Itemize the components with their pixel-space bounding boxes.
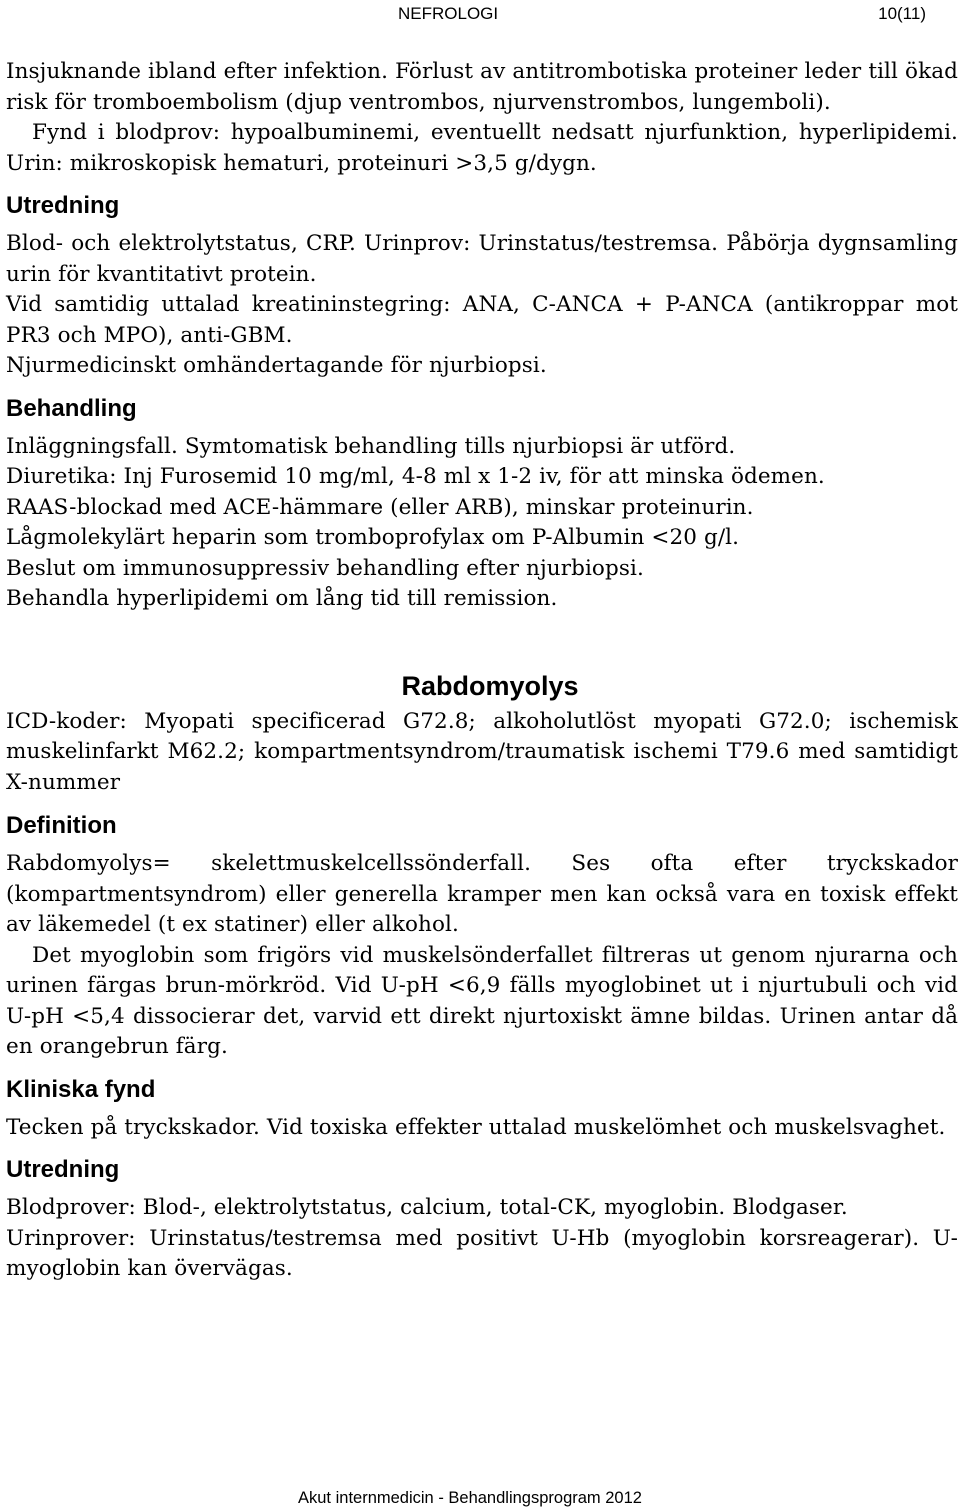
page-footer: Akut internmedicin - Behandlingsprogram 2012 (298, 1489, 642, 1507)
document-body (6, 57, 958, 1285)
paragraph: Njurmedicinskt omhändertagande för njurbiopsi. (6, 353, 547, 378)
paragraph: Tecken på tryckskador. Vid toxiska effekter uttalad muskelömhet och muskelsvaghet. (6, 1114, 946, 1140)
section-heading: Utredning (6, 192, 120, 219)
section-heading: Definition (6, 812, 117, 839)
paragraph: Lågmolekylärt heparin som tromboprofylax om P-Albumin <20 g/l. (6, 525, 740, 550)
paragraph: Fynd i blodprov: hypoalbuminemi, eventuellt nedsatt njurfunktion, hyperlipidemi. Urin: mikroskopisk hematuri, proteinuri >3,5 g/dygn. (6, 120, 958, 176)
paragraph: Diuretika: Inj Furosemid 10 mg/ml, 4-8 ml x 1-2 iv, för att minska ödemen. (6, 464, 825, 489)
paragraph: Beslut om immunosuppressiv behandling efter njurbiopsi. (6, 555, 644, 581)
header-page-number: 10(11) (878, 4, 926, 23)
paragraph: ICD-koder: Myopati specificerad G72.8; alkoholutlöst myopati G72.0; ischemisk muskelinfarkt M62.2; kompartmentsyndrom/traumatisk ischemi T79.6 med samtidigt X-nummer (6, 708, 958, 795)
paragraph: Vid samtidig uttalad kreatininstegring: ANA, C-ANCA + P-ANCA (antikroppar mot PR3 och MPO), anti-GBM. (6, 292, 958, 348)
paragraph: RAAS-blockad med ACE-hämmare (eller ARB), minskar proteinurin. (6, 494, 754, 520)
paragraph: Inläggningsfall. Symtomatisk behandling tills njurbiopsi är utförd. (6, 433, 736, 459)
paragraph: Insjuknande ibland efter infektion. Förlust av antitrombotiska proteiner leder till ökad risk för tromboembolism (djup ventrombos, njurvenstrombos, lungemboli). (6, 59, 958, 115)
section-heading: Utredning (6, 1156, 120, 1183)
paragraph: Blodprover: Blod-, elektrolytstatus, calcium, total-CK, myoglobin. Blodgaser. (6, 1195, 848, 1220)
paragraph: Det myoglobin som frigörs vid muskelsönderfallet filtreras ut genom njurarna och urinen färgas brun-mörkröd. Vid U-pH <6,9 fälls myoglobinet ut i njurtubuli och vid U-pH <5,4 dissocierar det, varvid ett direkt njurtoxiskt ämne bildas. Urinen antar då en orangebrun färg. (6, 942, 958, 1059)
paragraph: Behandla hyperlipidemi om lång tid till remission. (6, 586, 558, 611)
chapter-title: Rabdomyolys (401, 670, 579, 701)
paragraph: Blod- och elektrolytstatus, CRP. Urinprov: Urinstatus/testremsa. Påbörja dygnsamling urin för kvantitativt protein. (6, 231, 958, 287)
paragraph: Rabdomyolys= skelettmuskelcellssönderfall. Ses ofta efter tryckskador (kompartmentsyndrom) eller generella kramper men kan också vara en toxisk effekt av läkemedel (t ex statiner) eller alkohol. (6, 851, 958, 937)
header-section-title: NEFROLOGI (398, 4, 499, 23)
section-heading: Behandling (6, 394, 137, 422)
paragraph: Urinprover: Urinstatus/testremsa med positivt U-Hb (myoglobin korsreagerar). U-myoglobin kan övervägas. (6, 1225, 958, 1281)
section-heading: Kliniska fynd (6, 1075, 156, 1103)
